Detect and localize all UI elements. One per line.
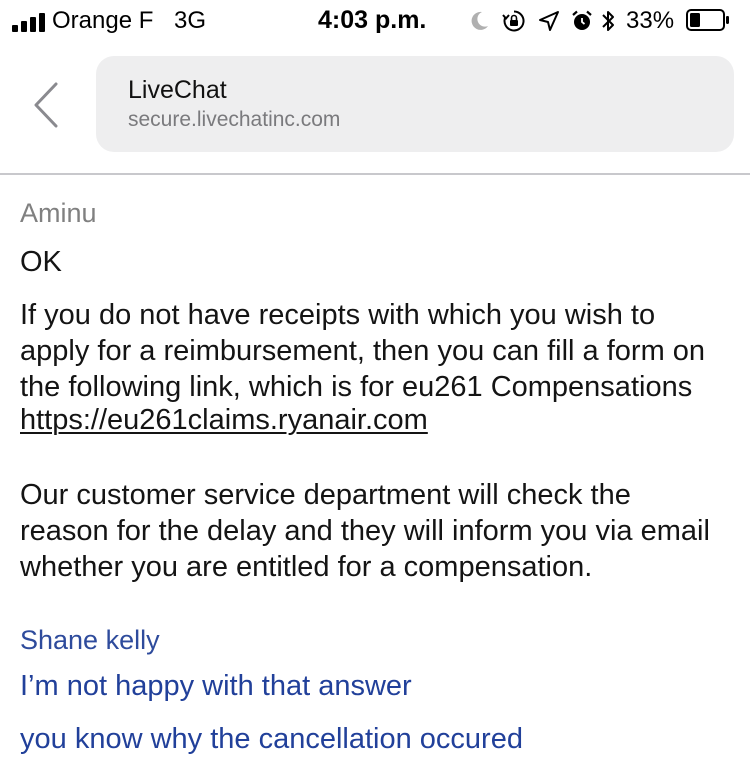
battery-percentage: 33% [626, 7, 675, 34]
orientation-lock-icon [502, 9, 526, 33]
agent-name: Aminu [20, 198, 97, 228]
page-url: secure.livechatinc.com [128, 108, 341, 131]
user-name: Shane kelly [20, 625, 160, 655]
bluetooth-icon [600, 8, 616, 34]
location-arrow-icon [538, 10, 560, 32]
agent-message-ok: OK [20, 246, 62, 278]
agent-message-line: apply for a reimbursement, then you can fill a form on [20, 335, 706, 367]
agent-message-line: Our customer service department will check the [20, 479, 631, 511]
signal-strength-icon [12, 12, 48, 32]
compensation-claims-link[interactable]: https://eu261claims.ryanair.com [20, 404, 428, 436]
page-title: LiveChat [128, 76, 227, 104]
user-message: I’m not happy with that answer [20, 670, 412, 702]
agent-message-line: the following link, which is for eu261 Compensations [20, 371, 693, 403]
moon-icon [470, 10, 490, 32]
back-button[interactable] [26, 80, 66, 130]
network-type: 3G [174, 7, 207, 34]
agent-message-line: If you do not have receipts with which you wish to [20, 299, 656, 331]
status-bar [0, 0, 750, 44]
header-divider [0, 173, 750, 175]
address-bar[interactable] [96, 56, 734, 152]
agent-message-line: whether you are entitled for a compensation. [20, 551, 593, 583]
status-time: 4:03 p.m. [318, 6, 427, 34]
agent-message-line: reason for the delay and they will inform you via email [20, 515, 710, 547]
carrier-name: Orange F [52, 7, 154, 34]
user-message: you know why the cancellation occured [20, 723, 523, 755]
alarm-icon [570, 9, 594, 33]
battery-icon [686, 9, 730, 31]
